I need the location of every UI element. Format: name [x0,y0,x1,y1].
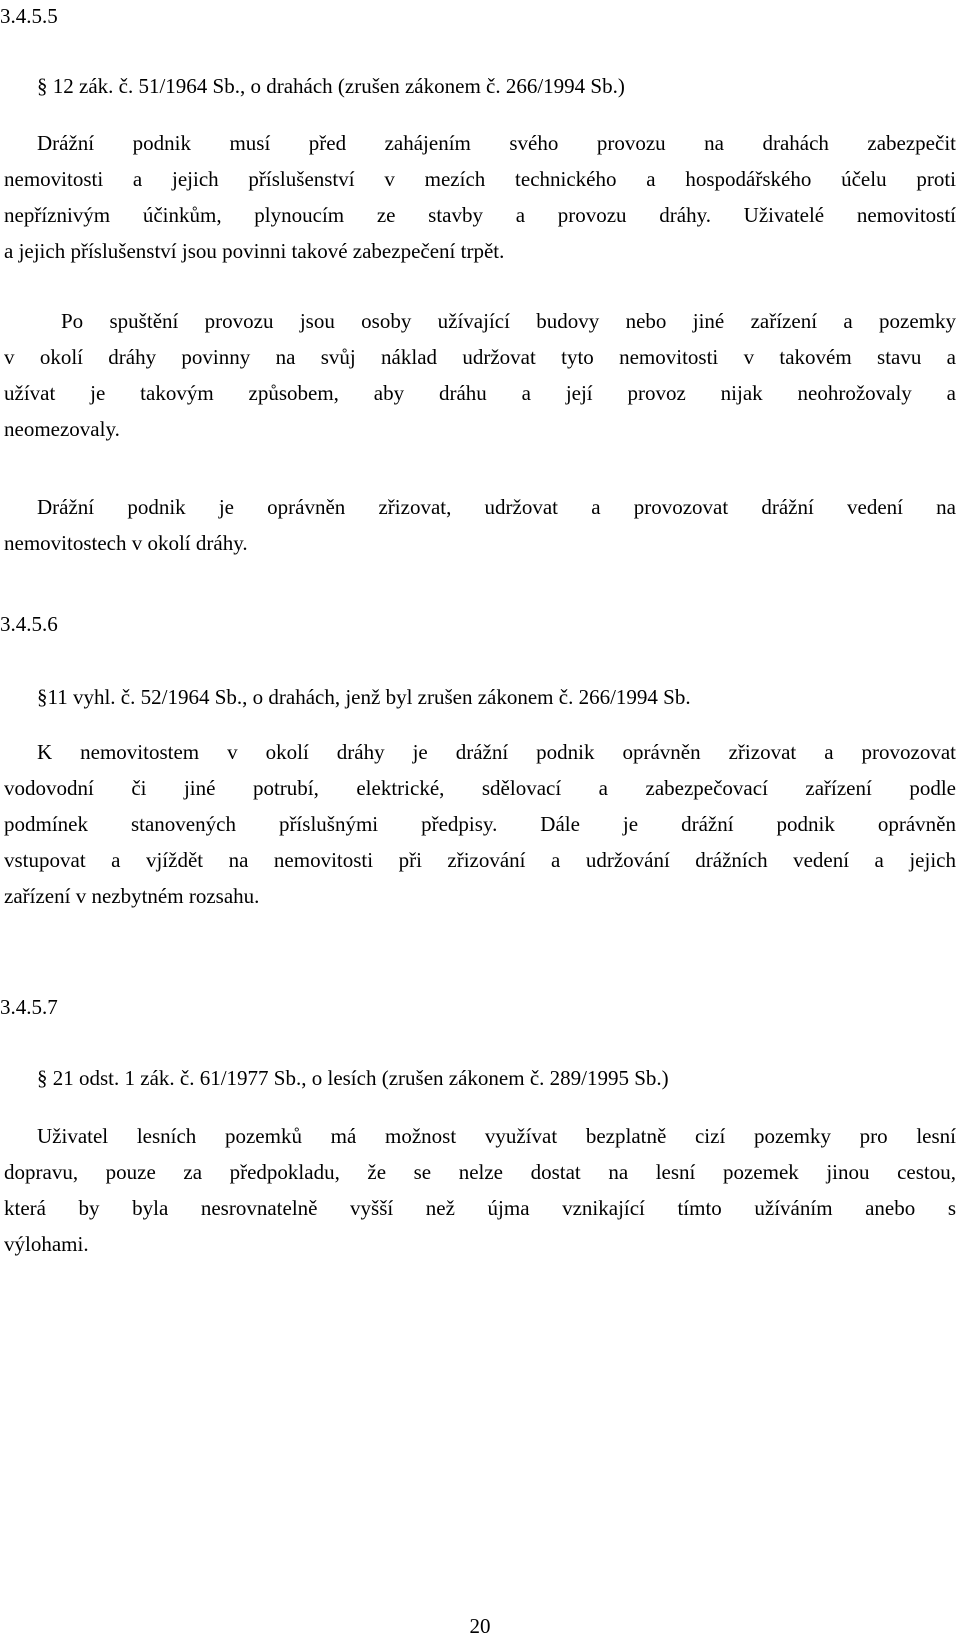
section-number: 3.4.5.5 [0,4,58,28]
text-line: výlohami. [4,1232,89,1256]
legal-source: §11 vyhl. č. 52/1964 Sb., o drahách, jenž byl zrušen zákonem č. 266/1994 Sb. [37,685,691,709]
page-number: 20 [469,1614,491,1638]
text-line: nemovitostech v okolí dráhy. [4,531,248,555]
legal-source: § 12 zák. č. 51/1964 Sb., o drahách (zrušen zákonem č. 266/1994 Sb.) [37,74,625,98]
text-line: nepříznivým účinkům, plynoucím ze stavby a provozu dráhy. Uživatelé nemovitostí [4,203,956,227]
text-line: nemovitosti a jejich příslušenství v mezích technického a hospodářského účelu proti [4,167,956,191]
text-line: v okolí dráhy povinny na svůj náklad udržovat tyto nemovitosti v takovém stavu a [4,345,956,369]
text-line: K nemovitostem v okolí dráhy je drážní podnik oprávněn zřizovat a provozovat [37,740,956,764]
text-line: a jejich příslušenství jsou povinni takové zabezpečení trpět. [4,239,505,263]
paragraph [4,489,956,561]
paragraph [4,1118,956,1262]
legal-source: § 21 odst. 1 zák. č. 61/1977 Sb., o lesích (zrušen zákonem č. 289/1995 Sb.) [37,1066,669,1090]
section-number: 3.4.5.7 [0,995,58,1019]
text-line: Drážní podnik je oprávněn zřizovat, udržovat a provozovat drážní vedení na [37,495,956,519]
section-number: 3.4.5.6 [0,612,58,636]
text-line: neomezovaly. [4,417,120,441]
paragraph [4,303,956,447]
text-line: Drážní podnik musí před zahájením svého provozu na drahách zabezpečit [37,131,956,155]
paragraph [4,734,956,914]
paragraph [4,125,956,269]
text-line: Uživatel lesních pozemků má možnost využívat bezplatně cizí pozemky pro lesní [37,1124,956,1148]
text-line: která by byla nesrovnatelně vyšší než újma vznikající tímto užíváním anebo s [4,1196,956,1220]
text-line: zařízení v nezbytném rozsahu. [4,884,260,908]
text-line: vstupovat a vjíždět na nemovitosti při zřizování a udržování drážních vedení a jejich [4,848,956,872]
text-line: dopravu, pouze za předpokladu, že se nelze dostat na lesní pozemek jinou cestou, [4,1160,956,1184]
text-line: vodovodní či jiné potrubí, elektrické, sdělovací a zabezpečovací zařízení podle [4,776,956,800]
text-line: Po spuštění provozu jsou osoby užívající budovy nebo jiné zařízení a pozemky [61,309,956,333]
text-line: užívat je takovým způsobem, aby dráhu a její provoz nijak neohrožovaly a [4,381,956,405]
text-line: podmínek stanovených příslušnými předpisy. Dále je drážní podnik oprávněn [4,812,956,836]
